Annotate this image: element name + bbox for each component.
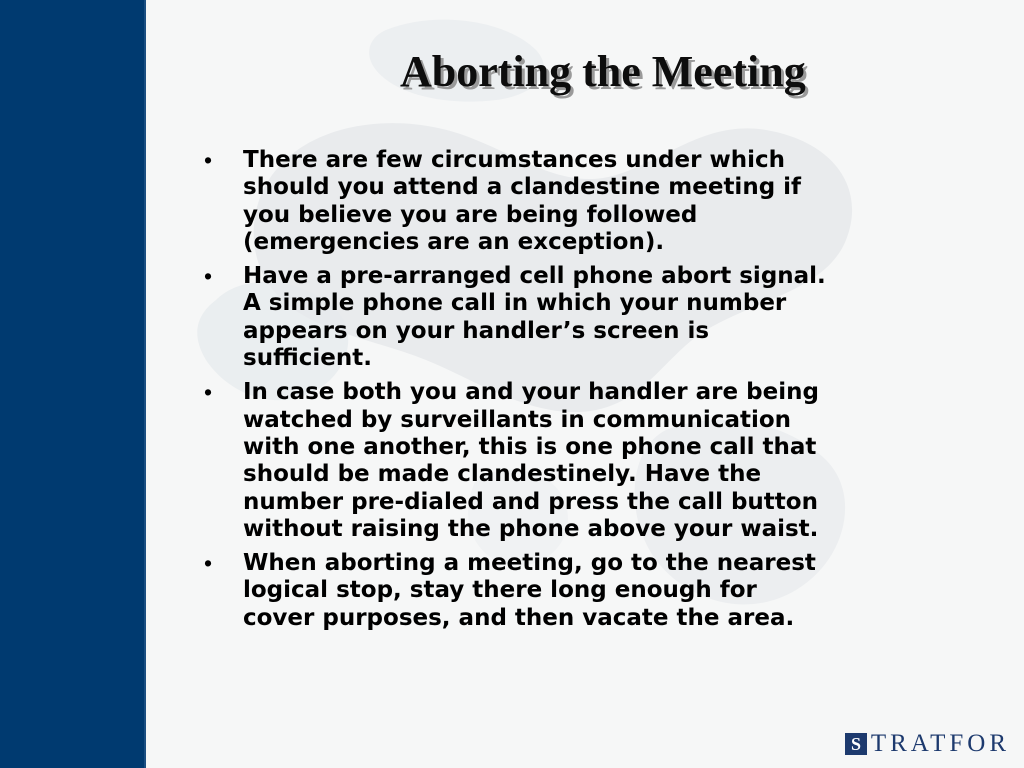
bullet-line: A simple phone call in which your number xyxy=(243,290,787,317)
bullet-line: cover purposes, and then vacate the area. xyxy=(243,604,795,631)
bullet-line: (emergencies are an exception). xyxy=(243,228,665,255)
bullet-line: Have a pre-arranged cell phone abort signal. xyxy=(243,263,826,290)
stratfor-logo xyxy=(845,730,1010,758)
bullet-line: should you attend a clandestine meeting if xyxy=(243,174,802,201)
bullet-line: should be made clandestinely. Have the xyxy=(243,461,762,488)
bullet-line: number pre-dialed and press the call button xyxy=(243,488,818,515)
bullet-line: you believe you are being followed xyxy=(243,201,698,228)
bullet-line: with one another, this is one phone call that xyxy=(243,433,817,460)
bullet-dot: • xyxy=(204,379,213,406)
logo-mark-icon xyxy=(845,733,867,755)
bullet-line: In case both you and your handler are being xyxy=(243,379,819,406)
bullet-dot: • xyxy=(204,263,213,290)
bullet-item xyxy=(204,263,974,372)
bullet-list xyxy=(204,147,974,639)
bullet-line: When aborting a meeting, go to the nearest xyxy=(243,550,816,577)
slide-title: Aborting the Meeting xyxy=(400,47,806,96)
bullet-line: logical stop, stay there long enough for xyxy=(243,577,757,604)
bullet-line: appears on your handler’s screen is xyxy=(243,317,710,344)
bullet-item xyxy=(204,147,974,256)
left-accent-bar xyxy=(0,0,146,768)
logo-wordmark: TRATFOR xyxy=(870,730,1010,757)
bullet-item xyxy=(204,379,974,543)
bullet-item xyxy=(204,550,974,632)
bullet-line: sufficient. xyxy=(243,345,372,372)
bullet-line: without raising the phone above your waist. xyxy=(243,515,819,542)
bullet-dot: • xyxy=(204,550,213,577)
bullet-line: There are few circumstances under which xyxy=(243,147,785,173)
bullet-dot: • xyxy=(204,147,213,173)
bullet-line: watched by surveillants in communication xyxy=(243,406,792,433)
logo-mark-letter: S xyxy=(850,734,861,754)
